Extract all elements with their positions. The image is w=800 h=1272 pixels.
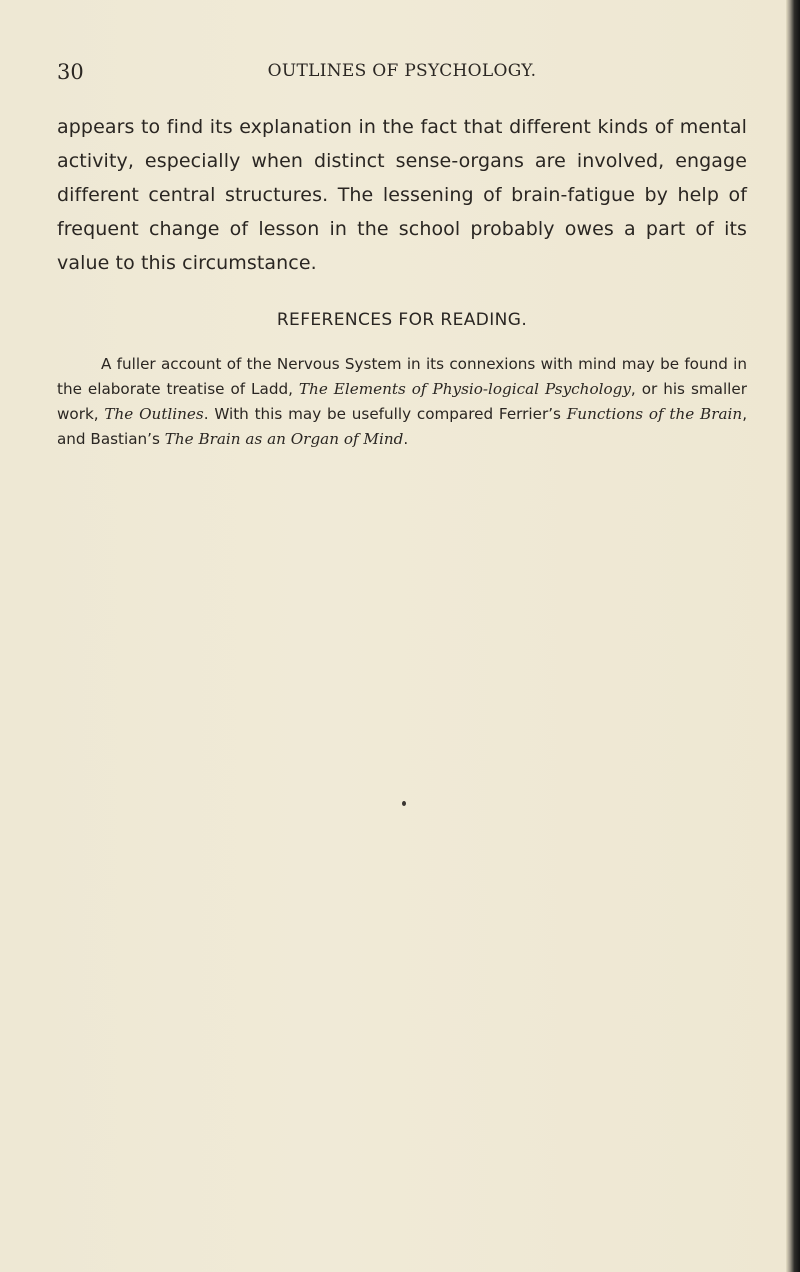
- book-title-elements: The Elements of Physio-logical Psychology: [298, 380, 631, 398]
- references-text-2: , or his smaller work,: [57, 380, 747, 423]
- book-title-brain: The Brain as an Organ of Mind: [164, 430, 404, 448]
- page-header: [57, 60, 747, 90]
- running-head: OUTLINES OF PSYCHOLOGY.: [267, 61, 537, 81]
- references-text-1: A fuller account of the Nervous System in its connexions with mind may be found in the elaborate treatise of Ladd,: [57, 355, 747, 398]
- references-text-4: , and Bastian’s: [57, 405, 748, 448]
- ink-speck: [402, 801, 406, 806]
- body-paragraph: appears to find its explanation in the fact that different kinds of mental activity, especially when distinct sense-organs are involved, engage different central structures. The lessening of brain-fatigue by help of frequent change of lesson in the school probably owes a part of its value to this circumstance.: [57, 116, 747, 274]
- references-paragraph: [57, 352, 747, 452]
- book-title-outlines: The Outlines: [104, 405, 204, 423]
- page-number: 30: [57, 60, 84, 84]
- page-spine-shadow: [786, 0, 800, 1272]
- references-text-5: .: [403, 430, 409, 448]
- book-title-functions: Functions of the Brain: [566, 405, 743, 423]
- references-text-3: . With this may be usefully compared Ferrier’s: [203, 405, 567, 423]
- section-heading: REFERENCES FOR READING.: [276, 310, 528, 330]
